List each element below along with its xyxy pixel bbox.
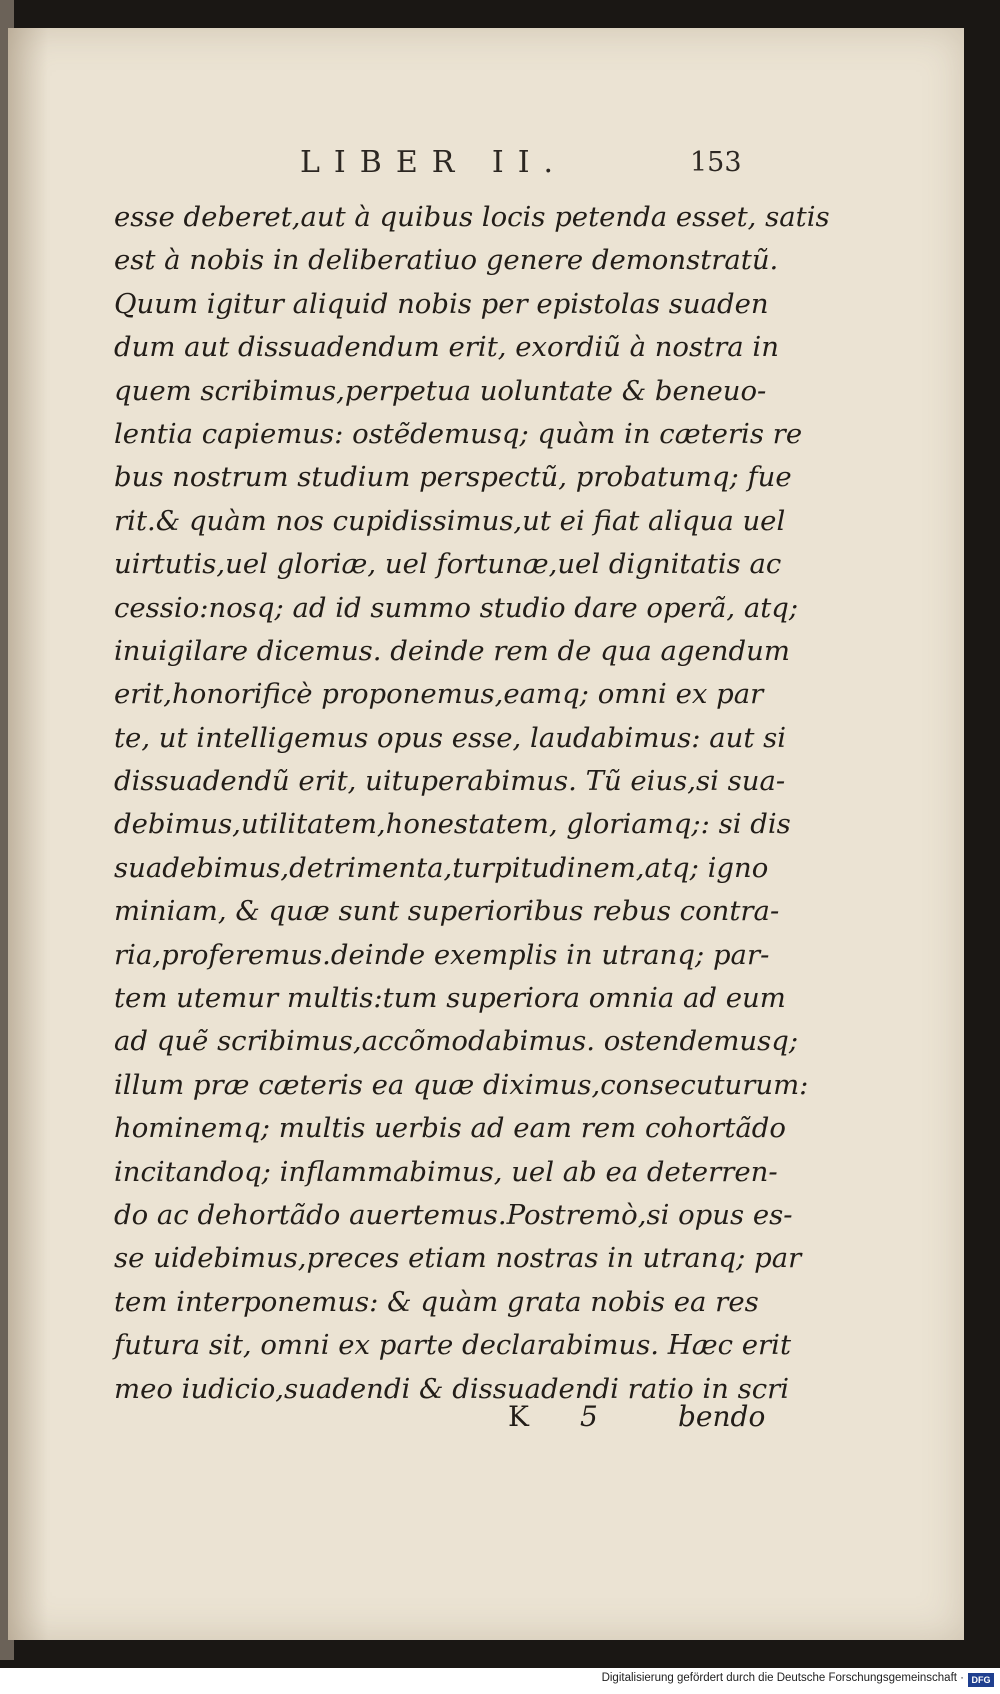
text-line: tem utemur multis:tum superiora omnia ad eum xyxy=(114,982,786,1015)
text-line: do ac dehortãdo auertemus.Postremò,si opus es- xyxy=(114,1198,793,1231)
text-line: quem scribimus,perpetua uoluntate & beneuo- xyxy=(114,374,767,407)
text-line: debimus,utilitatem,honestatem, gloriamq;: si dis xyxy=(114,808,791,841)
text-line: Quum igitur aliquid nobis per epistolas suaden xyxy=(114,287,769,320)
text-line: meo iudicio,suadendi & dissuadendi ratio in scri xyxy=(114,1372,790,1405)
page-number: 153 xyxy=(690,147,742,178)
text-line: est à nobis in deliberatiuo genere demonstratũ. xyxy=(114,244,779,277)
catchword: bendo xyxy=(678,1400,766,1433)
text-line: bus nostrum studium perspectũ, probatumq; fue xyxy=(114,461,792,494)
text-line: tem interponemus: & quàm grata nobis ea res xyxy=(114,1285,759,1318)
text-line: miniam, & quæ sunt superioribus rebus contra- xyxy=(114,895,780,928)
text-line: esse deberet,aut à quibus locis petenda esset, satis xyxy=(114,201,830,233)
text-line: ria,proferemus.deinde exemplis in utranq; par- xyxy=(114,938,770,971)
funding-note: Digitalisierung gefördert durch die Deutsche Forschungsgemeinschaft · xyxy=(601,1672,964,1684)
text-line: hominemq; multis uerbis ad eam rem cohortãdo xyxy=(114,1112,786,1145)
running-head: LIBER II. xyxy=(300,145,568,180)
text-line: rit.& quàm nos cupidissimus,ut ei fiat aliqua uel xyxy=(114,504,786,537)
gutter-shadow xyxy=(8,28,48,1640)
signature-number: 5 xyxy=(580,1400,598,1433)
text-line: ad quẽ scribimus,accõmodabimus. ostendemusq; xyxy=(114,1025,799,1058)
text-line: illum præ cæteris ea quæ diximus,consecuturum: xyxy=(114,1068,809,1101)
footer-bar xyxy=(0,1668,1000,1694)
text-line: cessio:nosq; ad id summo studio dare operã, atq; xyxy=(114,591,799,624)
text-line: dissuadendũ erit, uituperabimus. Tũ eius,si sua- xyxy=(114,765,786,798)
dfg-logo: DFG xyxy=(968,1673,994,1687)
text-line: lentia capiemus: ostẽdemusq; quàm in cæteris re xyxy=(114,417,803,450)
text-line: inuigilare dicemus. deinde rem de qua agendum xyxy=(114,634,790,667)
signature-mark: K xyxy=(508,1400,529,1433)
text-line: futura sit, omni ex parte declarabimus. Hæc erit xyxy=(114,1329,792,1362)
book-page xyxy=(8,28,964,1640)
text-line: suadebimus,detrimenta,turpitudinem,atq; igno xyxy=(114,851,769,884)
text-line: erit,honorificè proponemus,eamq; omni ex par xyxy=(114,678,764,711)
text-line: se uidebimus,preces etiam nostras in utranq; par xyxy=(114,1242,802,1275)
text-line: dum aut dissuadendum erit, exordiũ à nostra in xyxy=(114,331,779,364)
text-line: uirtutis,uel gloriæ, uel fortunæ,uel dignitatis ac xyxy=(114,548,782,581)
text-line: te, ut intelligemus opus esse, laudabimus: aut si xyxy=(114,721,787,754)
text-line: incitandoq; inflammabimus, uel ab ea deterren- xyxy=(114,1155,778,1188)
body-text xyxy=(114,196,830,1411)
